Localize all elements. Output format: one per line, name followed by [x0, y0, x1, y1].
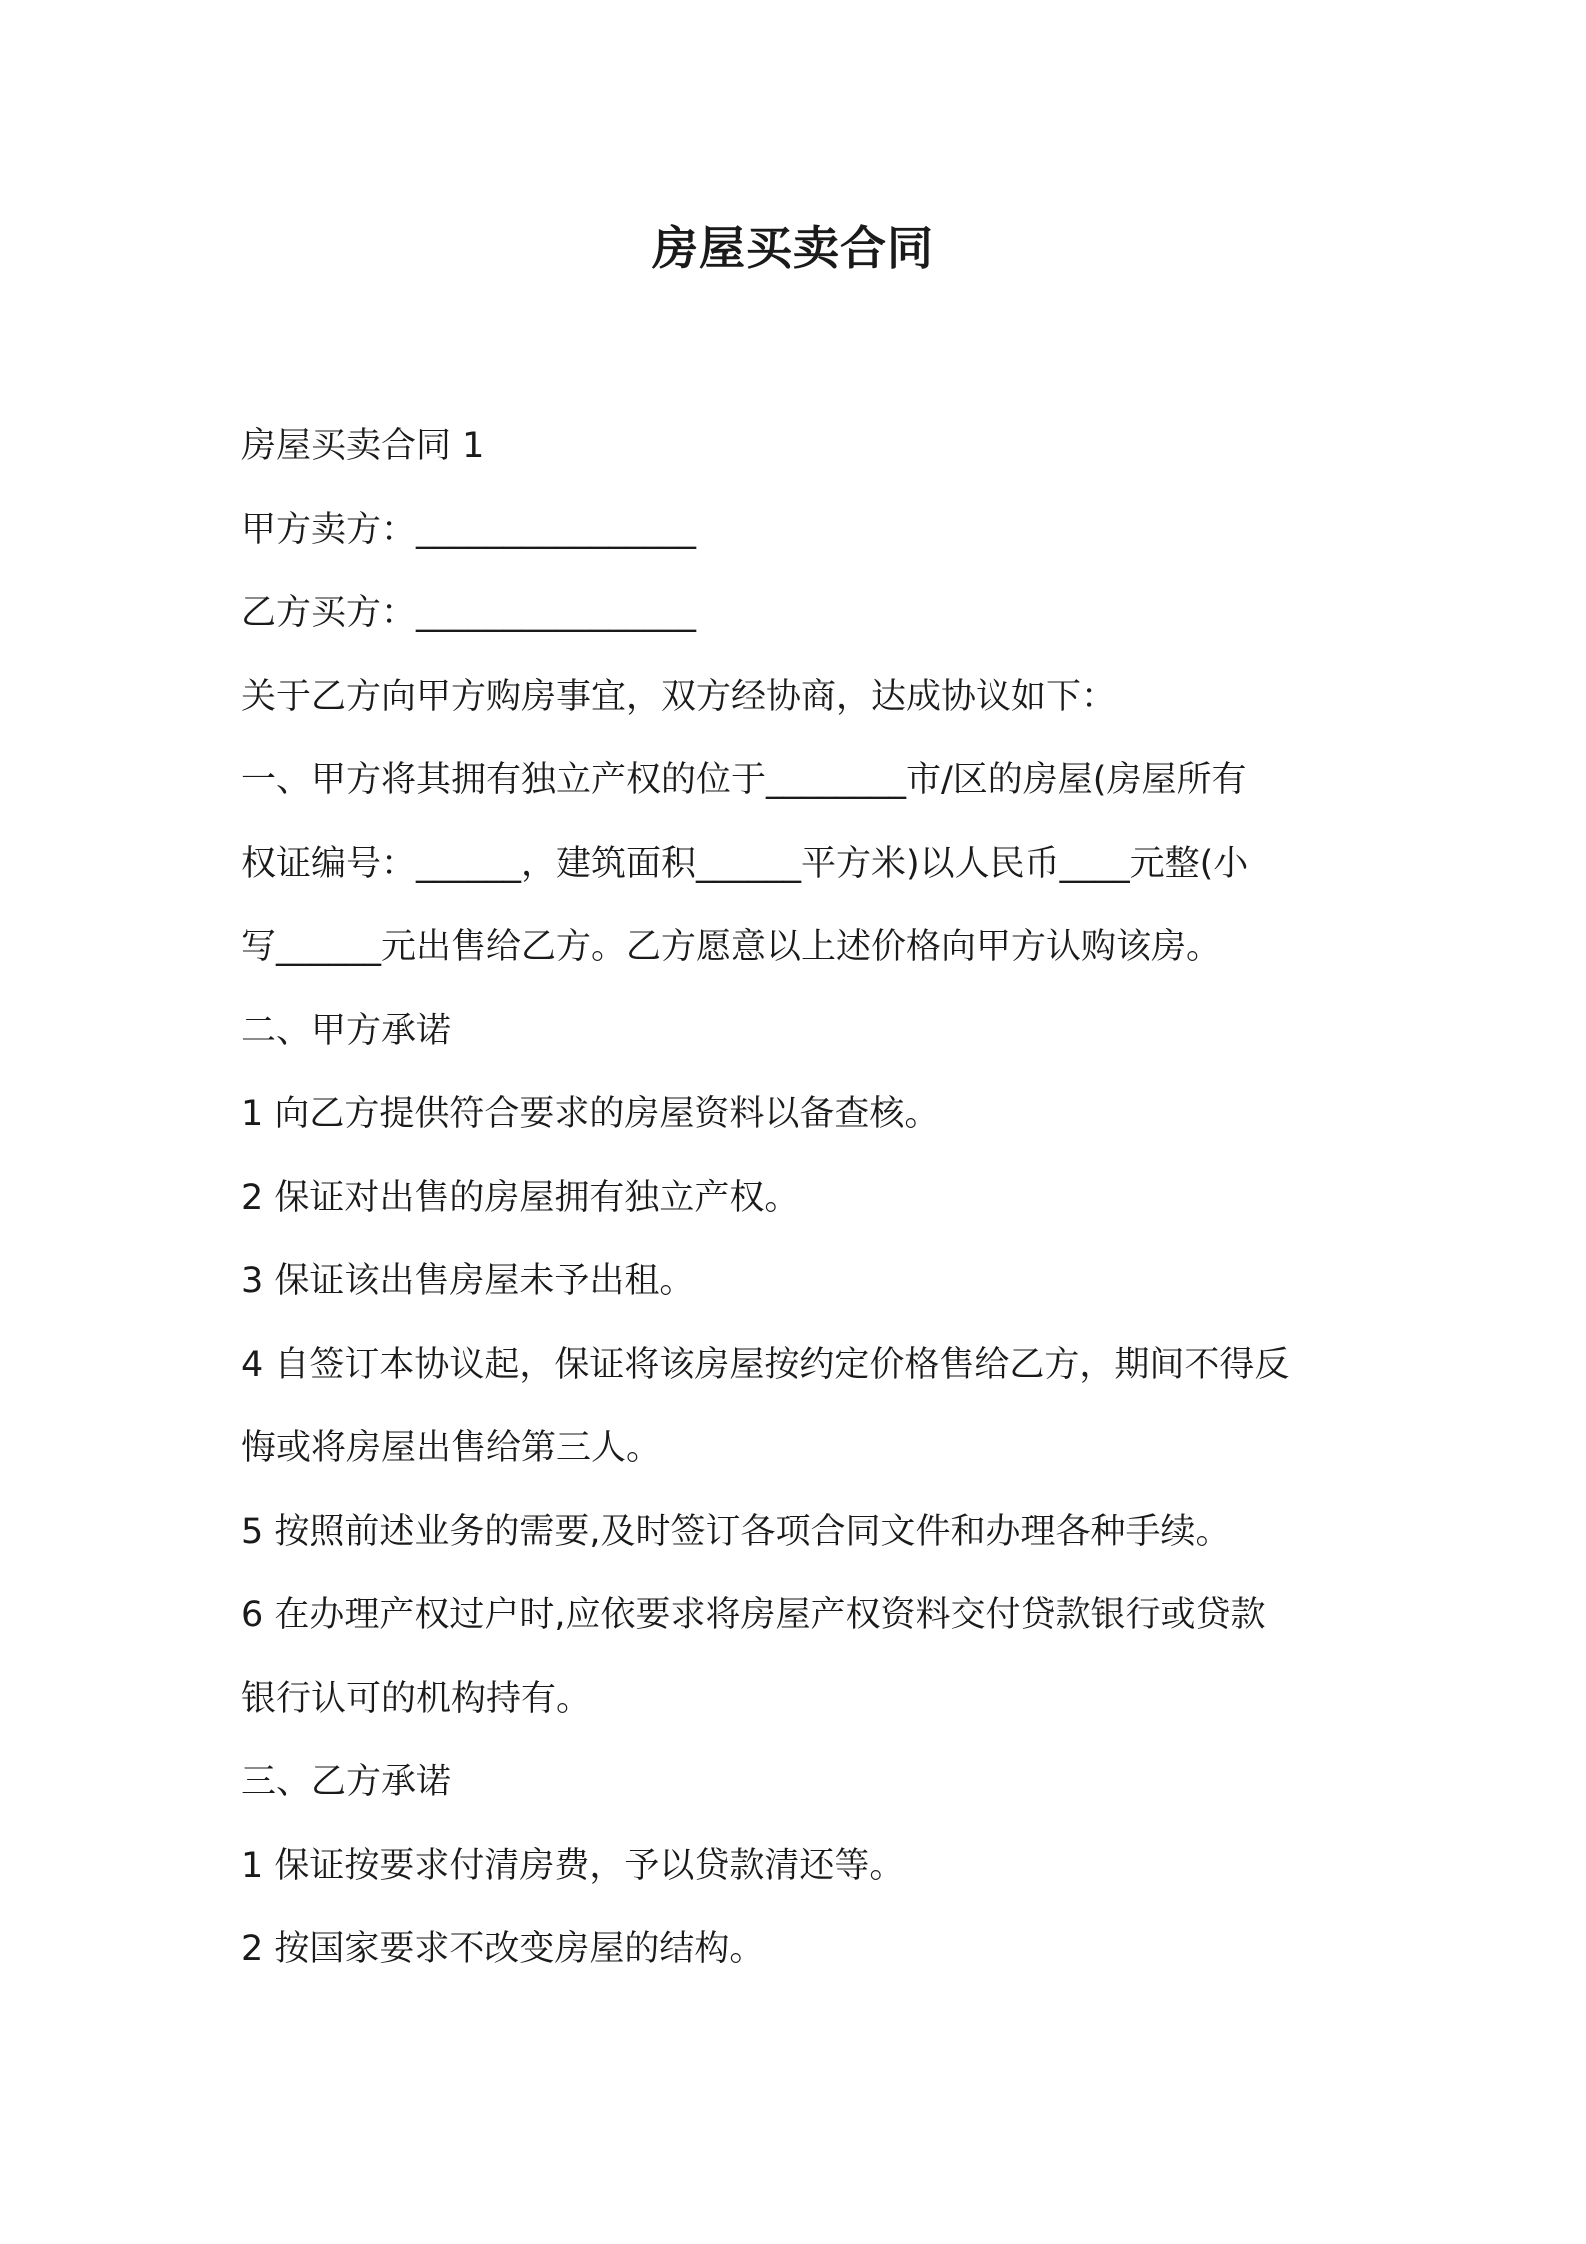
party-a-seller-line: 甲方卖方：________________ [241, 509, 697, 550]
document-title: 房屋买卖合同 [652, 221, 934, 275]
clause-1-line-2: 权证编号：______，建筑面积______平方米)以人民币____元整(小 [241, 843, 1249, 884]
section-3-item-2: 2 按国家要求不改变房屋的结构。 [241, 1929, 765, 1969]
contract-body [241, 405, 1371, 1992]
clause-1-line-1: 一、甲方将其拥有独立产权的位于________市/区的房屋(房屋所有 [241, 760, 1247, 800]
section-2-item-1: 1 向乙方提供符合要求的房屋资料以备查核。 [241, 1094, 940, 1134]
agreement-intro: 关于乙方向甲方购房事宜，双方经协商，达成协议如下： [241, 676, 1117, 717]
section-2-item-4-line-2: 悔或将房屋出售给第三人。 [241, 1428, 662, 1468]
party-b-buyer-line: 乙方买方：________________ [241, 593, 697, 633]
section-2-item-6-line-2: 银行认可的机构持有。 [241, 1678, 592, 1719]
section-2-item-6-line-1: 6 在办理产权过户时,应依要求将房屋产权资料交付贷款银行或贷款 [241, 1595, 1266, 1635]
section-2-item-3: 3 保证该出售房屋未予出租。 [241, 1261, 695, 1301]
section-2-item-5: 5 按照前述业务的需要,及时签订各项合同文件和办理各种手续。 [241, 1511, 1231, 1552]
section-2-item-4-line-1: 4 自签订本协议起，保证将该房屋按约定价格售给乙方，期间不得反 [241, 1344, 1290, 1385]
section-3-item-1: 1 保证按要求付清房费，予以贷款清还等。 [241, 1845, 905, 1886]
clause-1-line-3: 写______元出售给乙方。乙方愿意以上述价格向甲方认购该房。 [241, 927, 1222, 967]
section-2-item-2: 2 保证对出售的房屋拥有独立产权。 [241, 1177, 800, 1218]
section-3-heading: 三、乙方承诺 [241, 1762, 452, 1802]
contract-heading: 房屋买卖合同 1 [241, 426, 485, 466]
section-2-heading: 二、甲方承诺 [241, 1010, 452, 1051]
